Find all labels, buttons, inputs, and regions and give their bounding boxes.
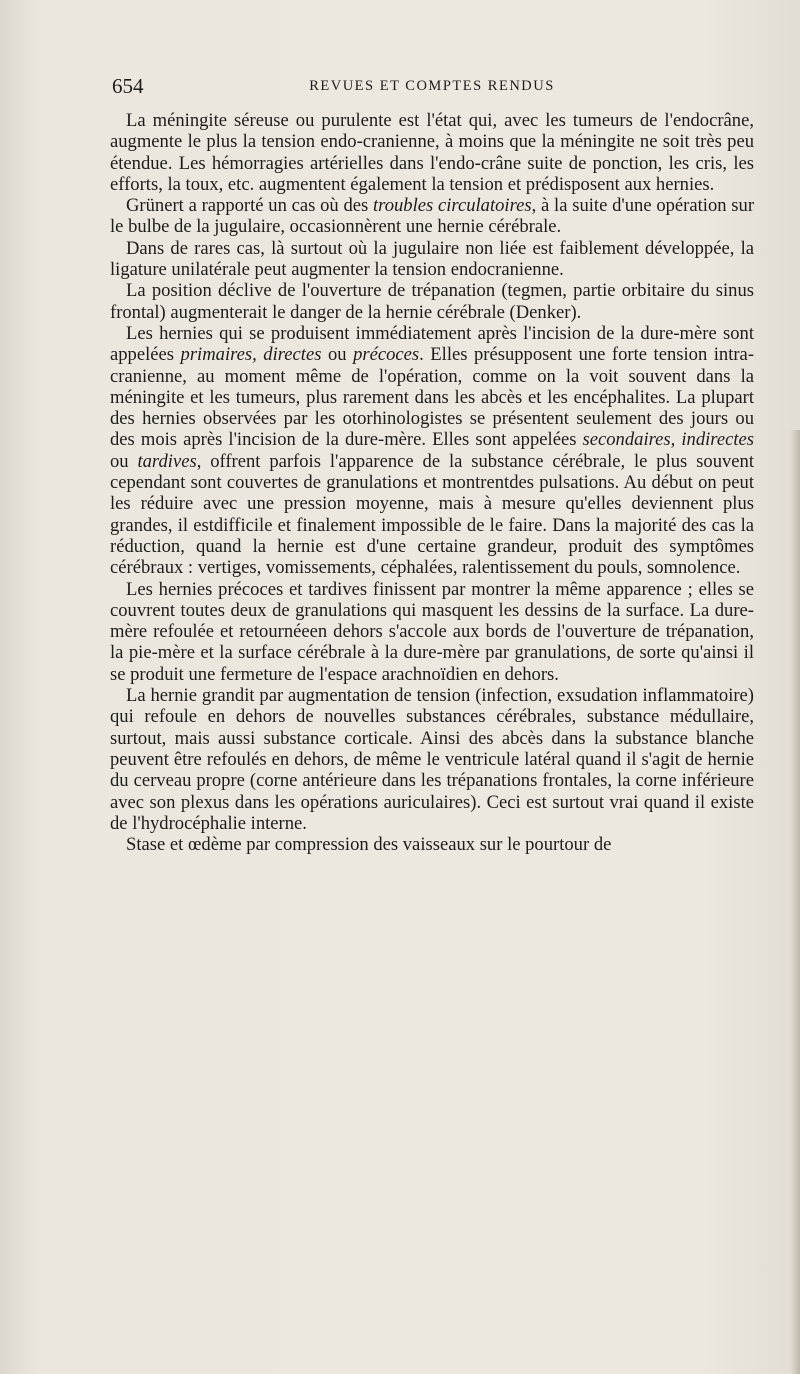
paragraph-text: Les hernies qui se produisent immédiatement après l'incision de la dure-mère sont appelées [110,322,754,366]
paragraph-text: Dans de rares cas, là surtout où la jugulaire non liée est faiblement développée, la ligature unilatérale peut augmenter la tension endocranienne. [110,237,754,281]
paragraph-text: Stase et œdème par compression des vaisseaux sur le pourtour de [126,834,612,856]
paragraph-text: , offrent parfois l'apparence de la substance cérébrale, le plus souvent cependant sont couvertes de granulations et montrentdes pulsations. Au début on peut les réduire avec une pression moyenne, mais à mesure qu'elles deviennent plus grandes, il estdifficile et finalement impossible de le faire. Dans la majorité des cas la réduction, quand la hernie est d'une certaine grandeur, produit des symptômes cérébraux : vertiges, vomissements, céphalées, ralentissement du pouls, somnolence. [110,450,754,579]
paragraph-text: ou [110,450,138,472]
italic-text: précoces [353,344,420,366]
page-number: 654 [112,74,144,98]
paragraph-text: Les hernies précoces et tardives finissent par montrer la même apparence ; elles se couvrent toutes deux de granulations qui masquent les dessins de la surface. La dure-mère refoulée et retournéeen dehors s'accole aux bords de l'ouverture de trépanation, la pie-mère et la surface cérébrale à la dure-mère par granulations, de sorte qu'ainsi il se produit une fermeture de l'espace arachnoïdien en dehors. [110,578,754,685]
running-head: REVUES ET COMPTES RENDUS [309,78,555,94]
paragraph-text: La méningite séreuse ou purulente est l'état qui, avec les tumeurs de l'endocrâne, augmente le plus la tension endo-cranienne, à moins que la méningite ne soit très peu étendue. Les hémorragies artérielles dans l'endo-crâne suite de ponction, les cris, les efforts, la toux, etc. augmentent également la tension et prédisposent aux hernies. [110,110,754,195]
paragraph-text: La position déclive de l'ouverture de trépanation (tegmen, partie orbitaire du sinus frontal) augmenterait le danger de la hernie cérébrale (Denker). [110,280,754,323]
paragraph-text: ou [321,344,354,366]
body-text [110,110,754,855]
paragraph [110,579,754,685]
italic-text: tardives [137,450,197,472]
paragraph [110,238,754,281]
paragraph-text: . Elles présupposent une forte tension intra-cranienne, au moment même de l'opération, comme on la voit souvent dans la méningite et les tumeurs, plus rarement dans les abcès et les encéphalites. La plupart des hernies observées par les otorhinologistes se présentent seulement des jours ou des mois après l'incision de la dure-mère. Elles sont appelées [110,344,755,451]
paragraph [110,280,754,323]
paragraph-text: La hernie grandit par augmentation de tension (infection, exsudation inflammatoire) qui refoule en dehors de nouvelles substances cérébrales, substance médullaire, surtout, mais aussi substance corticale. Ainsi des abcès dans la substance blanche peuvent être refoulés en dehors, de même le ventricule latéral quand il s'agit de hernie du cerveau propre (corne antérieure dans les trépanations frontales, la corne inférieure avec son plexus dans les opérations auriculaires). Ceci est surtout vrai quand il existe de l'hydrocéphalie interne. [110,685,754,834]
paragraph-text: Grünert a rapporté un cas où des [126,195,373,217]
page-edge-shadow [790,430,800,1374]
paragraph [110,323,754,579]
italic-text: troubles circulatoires [372,195,532,217]
italic-text: primaires, directes [180,344,322,366]
paragraph-text: , à la suite d'une opération sur le bulbe de la jugulaire, occasionnèrent une hernie cérébrale. [110,195,755,238]
italic-text: secondaires, indirectes [582,429,754,451]
paragraph [110,685,754,834]
paragraph [110,110,754,195]
paragraph [110,195,754,238]
paragraph [110,834,754,855]
page-header [112,74,752,98]
